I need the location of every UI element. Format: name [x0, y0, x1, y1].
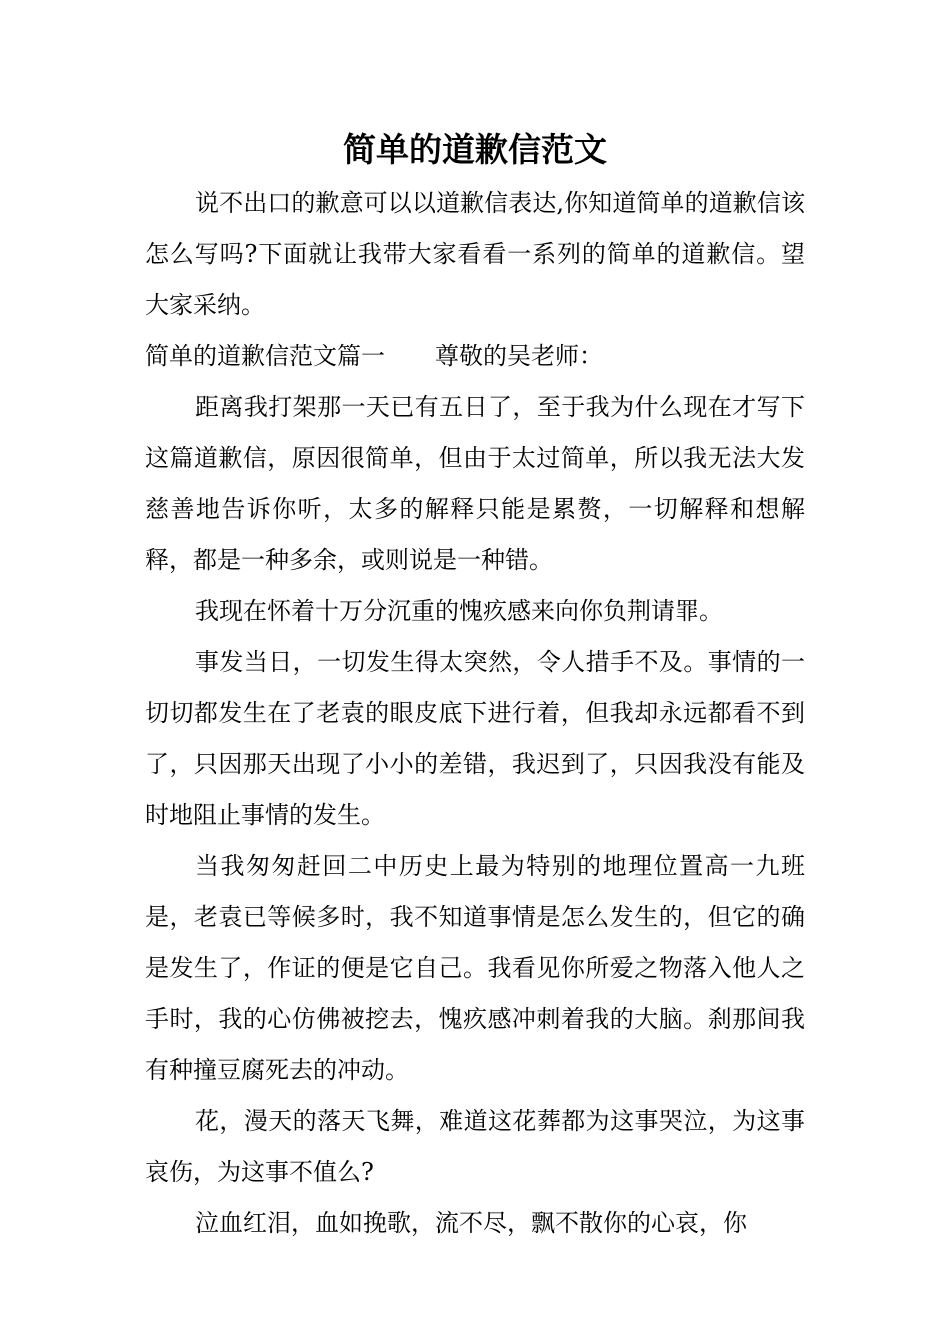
- section-heading-line: [145, 331, 805, 382]
- body-paragraph-5: 花，漫天的落天飞舞，难道这花葬都为这事哭泣，为这事哀伤，为这事不值么?: [145, 1107, 805, 1186]
- document-title: 简单的道歉信范文: [343, 130, 607, 169]
- body-paragraph-6: 泣血红泪，血如挽歌，流不尽，飘不散你的心哀，你: [195, 1209, 747, 1237]
- body-paragraph-3: 事发当日，一切发生得太突然，令人措手不及。事情的一切切都发生在了老袁的眼皮底下进行着，但我却永远都看不到了，只因那天出现了小小的差错，我迟到了，只因我没有能及时地阻止事情的发生。: [145, 648, 805, 829]
- intro-paragraph: 说不出口的歉意可以以道歉信表达,你知道简单的道歉信该怎么写吗?下面就让我带大家看看一系列的简单的道歉信。望大家采纳。: [145, 189, 805, 319]
- section-heading: 简单的道歉信范文篇一: [145, 342, 385, 370]
- salutation: 尊敬的吴老师：: [435, 342, 603, 370]
- document-body: [145, 178, 805, 1249]
- body-paragraph-4: 当我匆匆赶回二中历史上最为特别的地理位置高一九班是，老袁已等候多时，我不知道事情是怎么发生的，但它的确是发生了，作证的便是它自己。我看见你所爱之物落入他人之手时，我的心仿佛被挖去，愧疚感冲刺着我的大脑。刹那间我有种撞豆腐死去的冲动。: [145, 852, 805, 1084]
- body-paragraph-1: 距离我打架那一天已有五日了，至于我为什么现在才写下这篇道歉信，原因很简单，但由于太过简单，所以我无法大发慈善地告诉你听，太多的解释只能是累赘，一切解释和想解释，都是一种多余，或则说是一种错。: [145, 393, 805, 574]
- body-paragraph-2: 我现在怀着十万分沉重的愧疚感来向你负荆请罪。: [195, 597, 723, 625]
